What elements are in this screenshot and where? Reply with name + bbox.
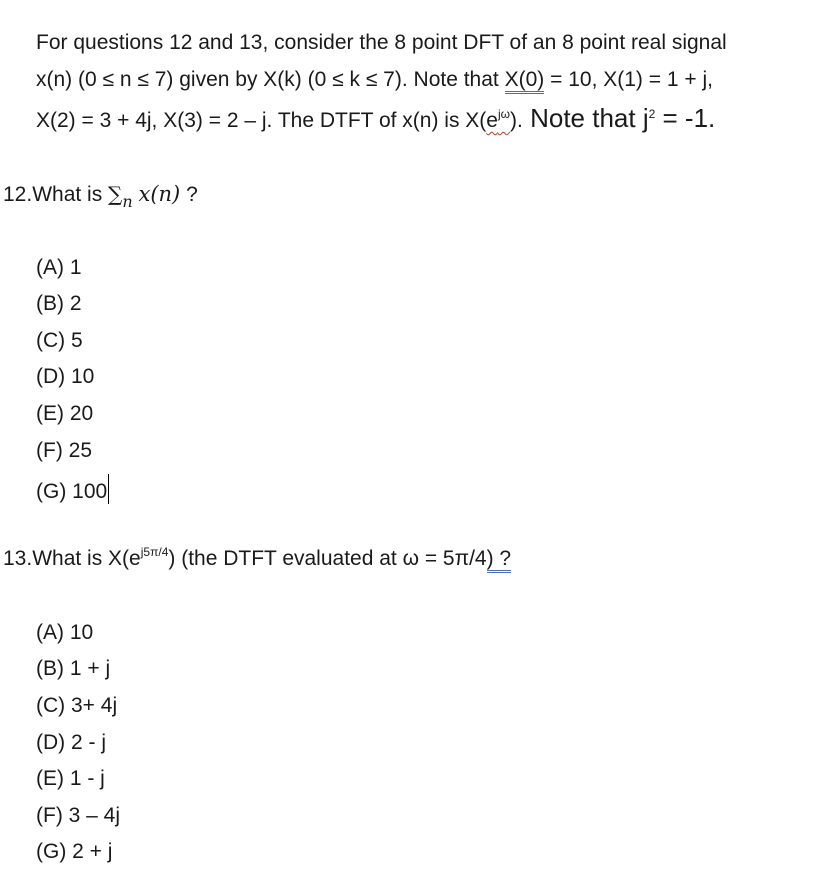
- q12-option-a[interactable]: (A) 1: [36, 256, 82, 279]
- q12-option-g-row: [36, 474, 109, 505]
- question-13-superscript: j5π/4: [140, 545, 169, 559]
- q13-option-b[interactable]: (B) 1 + j: [36, 657, 111, 680]
- intro-line-2: [36, 67, 713, 93]
- question-12-title: [3, 181, 198, 209]
- q13-option-f[interactable]: (F) 3 – 4j: [36, 804, 121, 827]
- x0-grammar-marked: X(0): [505, 68, 545, 94]
- summation-symbol: ∑: [108, 182, 123, 206]
- ejw-base: e: [486, 109, 498, 132]
- q12-option-c[interactable]: (C) 5: [36, 329, 83, 352]
- intro-line-2-text-c: = 10, X(1) = 1 + j,: [544, 68, 713, 91]
- intro-line-3-text-f: = -1.: [655, 103, 716, 133]
- q12-option-d[interactable]: (D) 10: [36, 365, 95, 388]
- intro-line-3-text-c: ).: [510, 109, 523, 132]
- q12-option-e[interactable]: (E) 20: [36, 402, 94, 425]
- j-squared-superscript: 2: [648, 107, 656, 121]
- question-12-prefix: 12.What is: [3, 183, 109, 206]
- summation-subscript: n: [122, 192, 133, 211]
- q13-option-g[interactable]: (G) 2 + j: [36, 840, 113, 863]
- intro-line-3-text-d: Note that j: [522, 103, 649, 133]
- question-13-prefix: 13.What is X(e: [3, 547, 141, 570]
- q12-option-f[interactable]: (F) 25: [36, 439, 93, 462]
- summation-expression: x(n): [138, 182, 181, 206]
- question-13-middle: ) (the DTFT evaluated at ω = 5π/4: [168, 547, 487, 570]
- q12-option-g[interactable]: (G) 100: [36, 480, 108, 503]
- ejw-spell-marked: [486, 109, 510, 132]
- question-12-suffix: ?: [180, 183, 198, 206]
- ejw-superscript: jω: [497, 107, 511, 121]
- intro-line-3-text-a: X(2) = 3 + 4j, X(3) = 2 – j. The DTFT of x(n) is X(: [36, 109, 487, 132]
- question-13-title: [3, 546, 511, 572]
- q12-option-b[interactable]: (B) 2: [36, 292, 82, 315]
- intro-line-1: [36, 30, 727, 56]
- q13-option-a[interactable]: (A) 10: [36, 621, 94, 644]
- intro-line-2-text-a: x(n) (0 ≤ n ≤ 7) given by X(k) (0 ≤ k ≤ 7). Note that: [36, 68, 505, 91]
- question-13-grammar-marked: ) ?: [487, 547, 512, 573]
- intro-line-3: [36, 105, 715, 134]
- q13-option-c[interactable]: (C) 3+ 4j: [36, 694, 118, 717]
- q13-option-e[interactable]: (E) 1 - j: [36, 767, 105, 790]
- text-cursor: [108, 474, 109, 504]
- q13-option-d[interactable]: (D) 2 - j: [36, 731, 106, 754]
- intro-line-1-text: For questions 12 and 13, consider the 8 point DFT of an 8 point real signal: [36, 31, 727, 54]
